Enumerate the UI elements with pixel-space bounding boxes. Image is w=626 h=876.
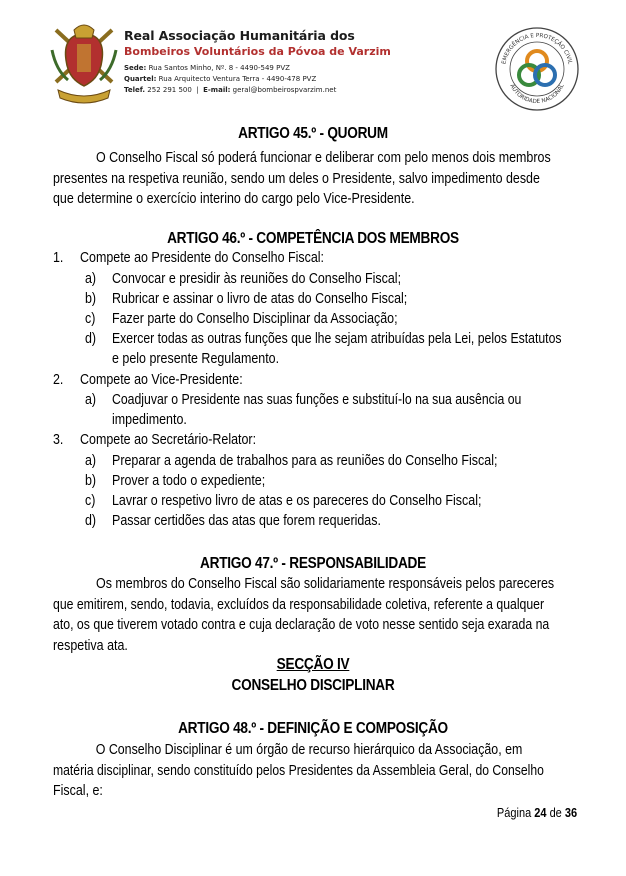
sub-item-letter: a) (85, 271, 97, 287)
list-item-number: 3. (53, 432, 64, 448)
sub-item: Prover a todo o expediente; (112, 473, 266, 489)
list-item-number: 2. (53, 372, 64, 388)
sub-item: Fazer parte do Conselho Disciplinar da Associação; (112, 311, 398, 327)
section-title: SECÇÃO IV (276, 656, 350, 673)
article-48-title: ARTIGO 48.º - DEFINIÇÃO E COMPOSIÇÃO (178, 720, 448, 737)
crest-logo (48, 20, 120, 106)
sub-item: Passar certidões das atas que forem requeridas. (112, 513, 381, 529)
list-item: Compete ao Vice-Presidente: (80, 372, 243, 388)
sub-item-continuation: impedimento. (112, 412, 187, 428)
article-46-title: ARTIGO 46.º - COMPETÊNCIA DOS MEMBROS (167, 230, 459, 247)
sub-item: Lavrar o respetivo livro de atas e os pareceres do Conselho Fiscal; (112, 493, 482, 509)
sub-item-letter: a) (85, 453, 97, 469)
sub-item-letter: d) (85, 331, 97, 347)
sub-item: Rubricar e assinar o livro de atas do Conselho Fiscal; (112, 291, 408, 307)
list-item: Compete ao Presidente do Conselho Fiscal: (80, 250, 324, 266)
svg-text:AUTORIDADE NACIONAL: AUTORIDADE NACIONAL (508, 83, 566, 106)
sub-item: Convocar e presidir às reuniões do Conselho Fiscal; (112, 271, 402, 287)
sub-item-letter: c) (85, 493, 96, 509)
organization-header (124, 28, 391, 97)
sub-item-letter: d) (85, 513, 97, 529)
sub-item-continuation: e pelo presente Regulamento. (112, 351, 280, 367)
org-name-line2: Bombeiros Voluntários da Póvoa de Varzim (124, 45, 391, 58)
sub-item: Preparar a agenda de trabalhos para as reuniões do Conselho Fiscal; (112, 453, 498, 469)
sub-item-letter: b) (85, 473, 97, 489)
article-45-body: O Conselho Fiscal só poderá funcionar e deliberar com pelo menos dois membros presentes na respetiva reunião, sendo um deles o Presidente, salvo impedimento desde que determine o exercício interino do cargo pelo Vice-Presidente. (53, 150, 551, 207)
sub-item: Exercer todas as outras funções que lhe sejam atribuídas pela Lei, pelos Estatutos (112, 331, 562, 347)
sub-item-letter: b) (85, 291, 97, 307)
article-48-body: O Conselho Disciplinar é um órgão de recurso hierárquico da Associação, em matéria disciplinar, sendo constituído pelos Presidentes da Assembleia Geral, do Conselho Fiscal, e: (53, 742, 544, 799)
org-contacts: Sede: Rua Santos Minho, Nº. 8 - 4490-549 PVZ Quartel: Rua Arquitecto Ventura Terra - 4490-478 PVZ Telef. 252 291 500 | E-mail: geral@bombeirospvarzim.net (124, 64, 337, 95)
list-item-number: 1. (53, 250, 64, 266)
civil-protection-seal-icon (494, 26, 580, 112)
list-item: Compete ao Secretário-Relator: (80, 432, 257, 448)
svg-text:EMERGÊNCIA E PROTEÇÃO CIVIL: EMERGÊNCIA E PROTEÇÃO CIVIL (501, 32, 573, 65)
org-name-line1: Real Associação Humanitária dos (124, 28, 355, 43)
sub-item-letter: a) (85, 392, 97, 408)
section-subtitle: CONSELHO DISCIPLINAR (231, 677, 395, 694)
article-47-body: Os membros do Conselho Fiscal são solidariamente responsáveis pelos pareceres que emitirem, sendo, todavia, excluídos da responsabilidade coletiva, referente a qualquer ato, os que tiverem votado contra e cuja declaração de voto nesse sentido seja exarada na respetiva ata. (53, 576, 555, 654)
page-number: Página 24 de 36 (496, 806, 577, 820)
sub-item-letter: c) (85, 311, 96, 327)
article-47-title: ARTIGO 47.º - RESPONSABILIDADE (200, 555, 426, 572)
article-45-title: ARTIGO 45.º - QUORUM (238, 125, 388, 142)
sub-item: Coadjuvar o Presidente nas suas funções e substituí-lo na sua ausência ou (112, 392, 522, 408)
